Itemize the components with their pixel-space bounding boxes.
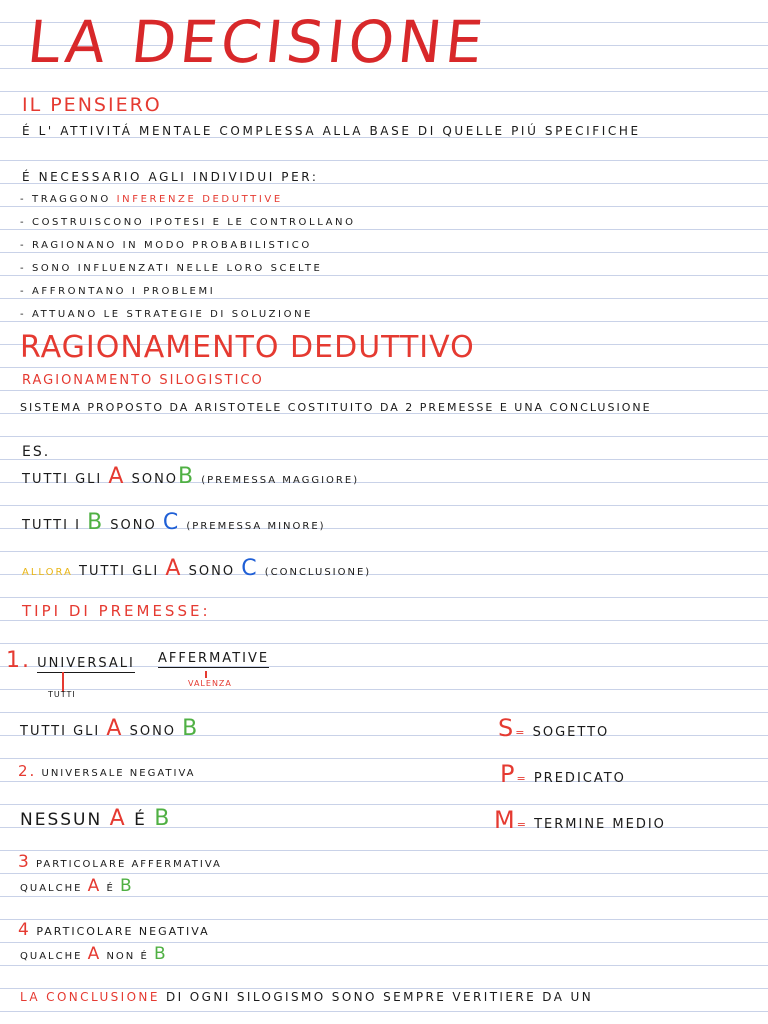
legend-item-predicate (500, 760, 626, 788)
premise-type-4 (18, 920, 210, 940)
footer-highlight: LA CONCLUSIONE (20, 990, 160, 1004)
letter-c: C (241, 556, 259, 581)
letter-b: B (119, 876, 134, 896)
premise-example-4 (20, 944, 168, 964)
pensiero-intro: É NECESSARIO AGLI INDIVIDUI PER: (22, 170, 319, 184)
system-description: SISTEMA PROPOSTO DA ARISTOTELE COSTITUITO DA 2 PREMESSE E UNA CONCLUSIONE (20, 401, 652, 414)
text: SONO (110, 518, 157, 533)
subheading-silogistico: RAGIONAMENTO SILOGISTICO (22, 373, 264, 388)
text: TUTTI GLI (79, 564, 160, 579)
pensiero-definition: É L' ATTIVITÁ MENTALE COMPLESSA ALLA BASE DI QUELLE PIÚ SPECIFICHE (22, 124, 641, 138)
text: É (134, 810, 147, 830)
text: QUALCHE (20, 951, 83, 962)
section-heading-premesse: TIPI DI PREMESSE: (22, 602, 211, 620)
example-line-1 (22, 464, 359, 489)
legend-letter: M (494, 806, 517, 834)
list-item: - ATTUANO LE STRATEGIE DI SOLUZIONE (20, 309, 314, 320)
example-label: ES. (22, 444, 51, 460)
premise-example-2 (20, 806, 171, 831)
legend-item-subject (498, 714, 609, 742)
text: NON É (106, 951, 149, 962)
list-item-text: - TRAGGONO (20, 194, 111, 205)
premise-note: (CONCLUSIONE) (264, 567, 372, 578)
list-item (20, 194, 283, 205)
letter-b: B (182, 716, 200, 741)
arrow-down-icon (62, 672, 64, 692)
legend-text: PREDICATO (533, 771, 626, 786)
list-item: - SONO INFLUENZATI NELLE LORO SCELTE (20, 263, 323, 274)
legend-eq: = (516, 772, 528, 785)
text: QUALCHE (20, 883, 83, 894)
letter-a: A (87, 876, 102, 896)
text: TUTTI GLI (20, 724, 101, 739)
letter-a: A (87, 944, 102, 964)
number: 2. (18, 762, 37, 780)
letter-a: A (106, 716, 124, 741)
letter-c: C (162, 510, 181, 535)
premise-type-label: PARTICOLARE NEGATIVA (36, 925, 210, 938)
list-item: - AFFRONTANO I PROBLEMI (20, 286, 216, 297)
page-title: LA DECISIONE (24, 8, 490, 76)
list-item: - COSTRUISCONO IPOTESI E LE CONTROLLANO (20, 217, 356, 228)
number: 4 (18, 920, 31, 940)
letter-a: A (108, 464, 126, 489)
text: SONO (129, 724, 177, 739)
arrow-down-icon (205, 671, 207, 678)
premise-example-3 (20, 876, 134, 896)
premise-type-label: UNIVERSALE NEGATIVA (41, 768, 196, 779)
legend-eq: = (516, 818, 528, 831)
letter-a: A (109, 806, 127, 831)
text: SONO (131, 472, 179, 487)
premise-type-label: UNIVERSALI (37, 656, 135, 671)
text: NESSUN (20, 810, 103, 830)
premise-type-1 (6, 648, 135, 673)
list-item: - RAGIONANO IN MODO PROBABILISTICO (20, 240, 312, 251)
premise-type-2 (18, 762, 196, 780)
premise-type-label-2: AFFERMATIVE (158, 651, 270, 666)
number: 1. (6, 648, 31, 673)
allora-word: ALLORA (22, 567, 73, 578)
text: É (106, 883, 115, 894)
example-line-2 (22, 510, 326, 535)
annotation-valenza: VALENZA (188, 679, 232, 688)
section-heading-pensiero: IL PENSIERO (22, 94, 162, 116)
example-line-3 (22, 556, 371, 581)
footer-sentence (20, 990, 593, 1004)
list-item-highlight: INFERENZE DEDUTTIVE (116, 194, 283, 205)
letter-b: B (153, 944, 168, 964)
number: 3 (18, 852, 31, 872)
premise-note: (PREMESSA MINORE) (186, 521, 326, 532)
legend-text: TERMINE MEDIO (534, 817, 666, 832)
premise-note: (PREMESSA MAGGIORE) (201, 475, 360, 486)
text: TUTTI I (22, 518, 81, 533)
legend-text: SOGETTO (532, 725, 610, 740)
legend-item-middle-term (494, 806, 666, 834)
section-heading-deduttivo: RAGIONAMENTO DEDUTTIVO (20, 330, 475, 365)
premise-type-3 (18, 852, 222, 872)
annotation-tutti: TUTTI (48, 690, 76, 699)
premise-type-label: PARTICOLARE AFFERMATIVA (36, 859, 222, 870)
premise-example-1 (20, 716, 199, 741)
text: SONO (188, 564, 236, 579)
text: TUTTI GLI (22, 472, 103, 487)
letter-b: B (154, 806, 172, 831)
footer-text: DI OGNI SILOGISMO SONO SEMPRE VERITIERE DA UN (166, 990, 594, 1004)
legend-letter: P (500, 760, 517, 788)
legend-eq: = (515, 726, 527, 739)
letter-a: A (165, 556, 183, 581)
letter-b: B (87, 510, 105, 535)
legend-letter: S (498, 714, 516, 742)
letter-b: B (178, 464, 196, 489)
